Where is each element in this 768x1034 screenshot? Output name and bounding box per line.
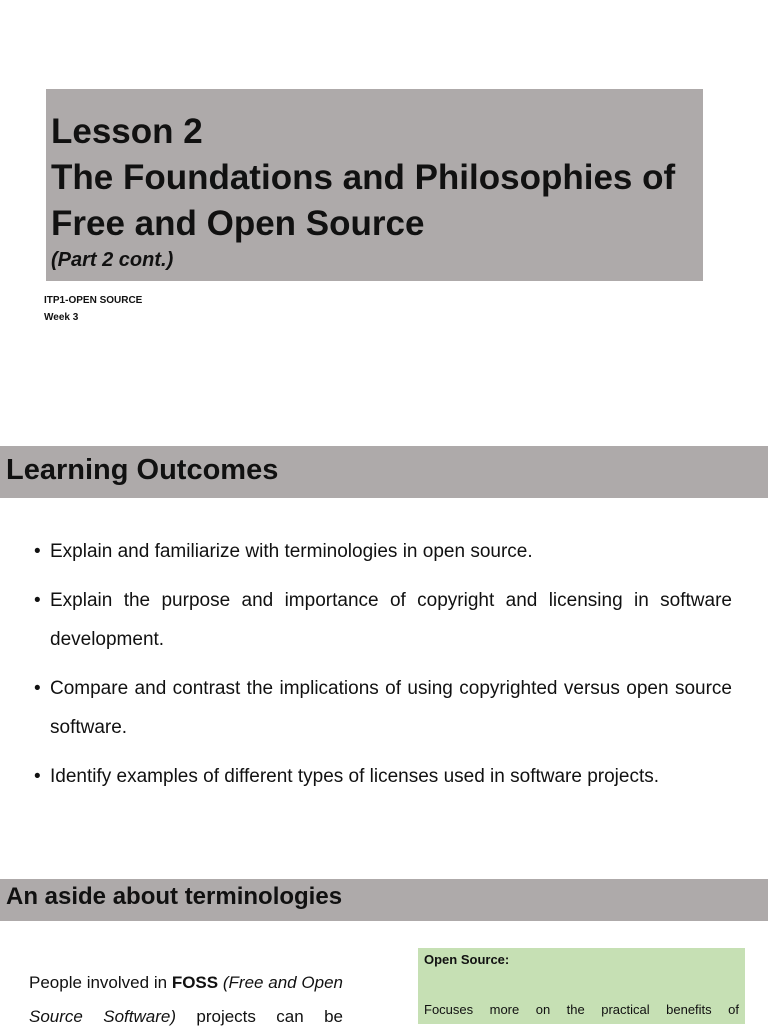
learning-outcomes-header bbox=[0, 446, 768, 498]
bullet-icon: • bbox=[34, 590, 41, 611]
outcome-text: Explain and familiarize with terminologies in open source. bbox=[50, 541, 533, 562]
course-week: Week 3 bbox=[44, 312, 79, 323]
course-code: ITP1-OPEN SOURCE bbox=[44, 295, 143, 306]
list-item bbox=[34, 757, 732, 796]
paragraph-text: projects can be bbox=[176, 1007, 343, 1026]
learning-outcomes-title: Learning Outcomes bbox=[6, 454, 279, 486]
bullet-icon: • bbox=[34, 766, 41, 787]
open-source-title: Open Source: bbox=[424, 952, 510, 967]
lesson-number: Lesson 2 bbox=[51, 112, 203, 151]
lesson-subtitle: (Part 2 cont.) bbox=[51, 249, 174, 271]
outcome-text: Identify examples of different types of licenses used in software projects. bbox=[50, 766, 660, 787]
list-item bbox=[34, 532, 732, 571]
outcome-text: Compare and contrast the implications of using copyrighted versus open source software. bbox=[50, 678, 732, 738]
open-source-definition-box bbox=[418, 948, 745, 1024]
foss-term: FOSS bbox=[171, 973, 219, 992]
bullet-icon: • bbox=[34, 678, 41, 699]
list-item bbox=[34, 669, 732, 747]
foss-expansion: (Free and Open Source Software) bbox=[29, 973, 343, 1026]
open-source-description: Focuses more on the practical benefits of bbox=[424, 1002, 739, 1017]
title-banner bbox=[46, 89, 703, 281]
list-item bbox=[34, 581, 732, 659]
bullet-icon: • bbox=[34, 541, 41, 562]
terminologies-title: An aside about terminologies bbox=[6, 883, 343, 910]
terminologies-header bbox=[0, 879, 768, 921]
paragraph-text: People involved in bbox=[29, 973, 172, 992]
lesson-title: The Foundations and Philosophies of Free and Open Source bbox=[51, 158, 676, 243]
outcome-text: Explain the purpose and importance of copyright and licensing in software development. bbox=[50, 590, 732, 650]
learning-outcomes-list bbox=[34, 532, 732, 806]
